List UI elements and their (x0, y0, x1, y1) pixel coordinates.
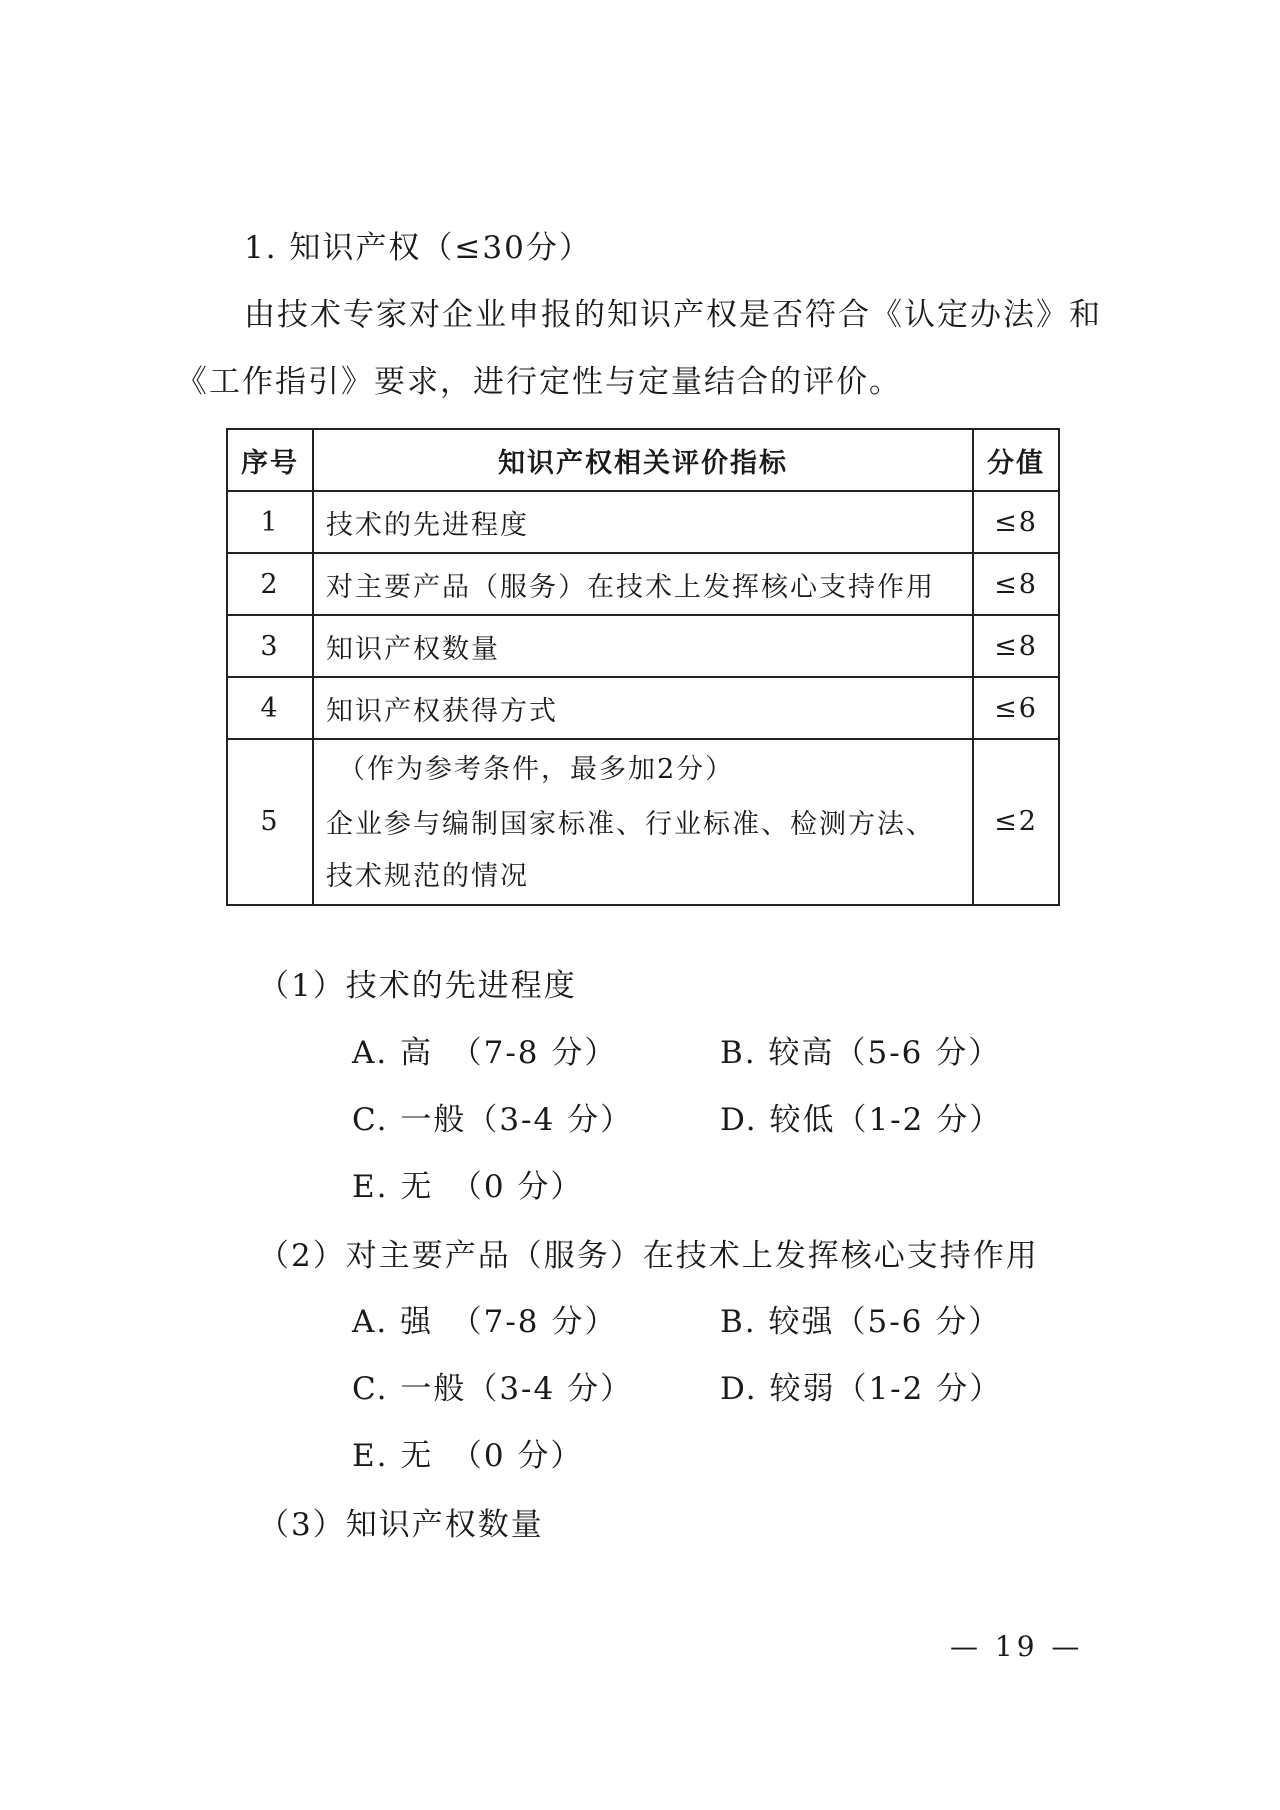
row-indicator: 对主要产品（服务）在技术上发挥核心支持作用 (313, 553, 973, 615)
table-header-row (227, 429, 1059, 491)
row-score: ≤8 (973, 615, 1059, 677)
row-no: 3 (227, 615, 313, 677)
table-row (227, 677, 1059, 739)
row-no: 4 (227, 677, 313, 739)
row-indicator-line: 企业参与编制国家标准、行业标准、检测方法、 (326, 809, 935, 840)
header-indicator: 知识产权相关评价指标 (313, 429, 973, 491)
evaluation-table (226, 428, 1060, 906)
item2-option-d: D. 较弱（1-2 分） (720, 1371, 1003, 1407)
intro-paragraph-line-1: 由技术专家对企业申报的知识产权是否符合《认定办法》和 (244, 297, 1102, 333)
table-row (227, 553, 1059, 615)
section-heading: 1. 知识产权（≤30分） (244, 230, 592, 266)
row-score: ≤8 (973, 553, 1059, 615)
header-score: 分值 (973, 429, 1059, 491)
row-indicator: 技术的先进程度 (313, 491, 973, 553)
table-row (227, 491, 1059, 553)
item1-option-c: C. 一般（3-4 分） (352, 1102, 634, 1138)
item1-title: （1）技术的先进程度 (258, 968, 577, 1004)
row-score: ≤6 (973, 677, 1059, 739)
row-indicator-line: 技术规范的情况 (326, 861, 529, 892)
row-no: 1 (227, 491, 313, 553)
row-indicator: 知识产权获得方式 (313, 677, 973, 739)
item2-option-a: A. 强 （7-8 分） (352, 1304, 618, 1340)
table-row (227, 615, 1059, 677)
row-no: 5 (227, 739, 313, 905)
header-no: 序号 (227, 429, 313, 491)
item1-option-a: A. 高 （7-8 分） (352, 1035, 618, 1071)
page-number: — 19 — (950, 1630, 1084, 1663)
intro-paragraph-line-2: 《工作指引》要求，进行定性与定量结合的评价。 (176, 364, 902, 400)
item1-option-b: B. 较高（5-6 分） (720, 1035, 1002, 1071)
row-indicator (313, 739, 973, 905)
item2-title: （2）对主要产品（服务）在技术上发挥核心支持作用 (258, 1238, 1039, 1274)
row-indicator: 知识产权数量 (313, 615, 973, 677)
row-score: ≤8 (973, 491, 1059, 553)
item2-option-c: C. 一般（3-4 分） (352, 1371, 634, 1407)
row-no: 2 (227, 553, 313, 615)
item3-title: （3）知识产权数量 (258, 1507, 544, 1543)
row-indicator-note: （作为参考条件，最多加2分） (338, 754, 735, 785)
table-row (227, 739, 1059, 905)
item1-option-d: D. 较低（1-2 分） (720, 1102, 1003, 1138)
item1-option-e: E. 无 （0 分） (352, 1169, 584, 1205)
item2-option-b: B. 较强（5-6 分） (720, 1304, 1002, 1340)
item2-option-e: E. 无 （0 分） (352, 1438, 584, 1474)
row-score: ≤2 (973, 739, 1059, 905)
